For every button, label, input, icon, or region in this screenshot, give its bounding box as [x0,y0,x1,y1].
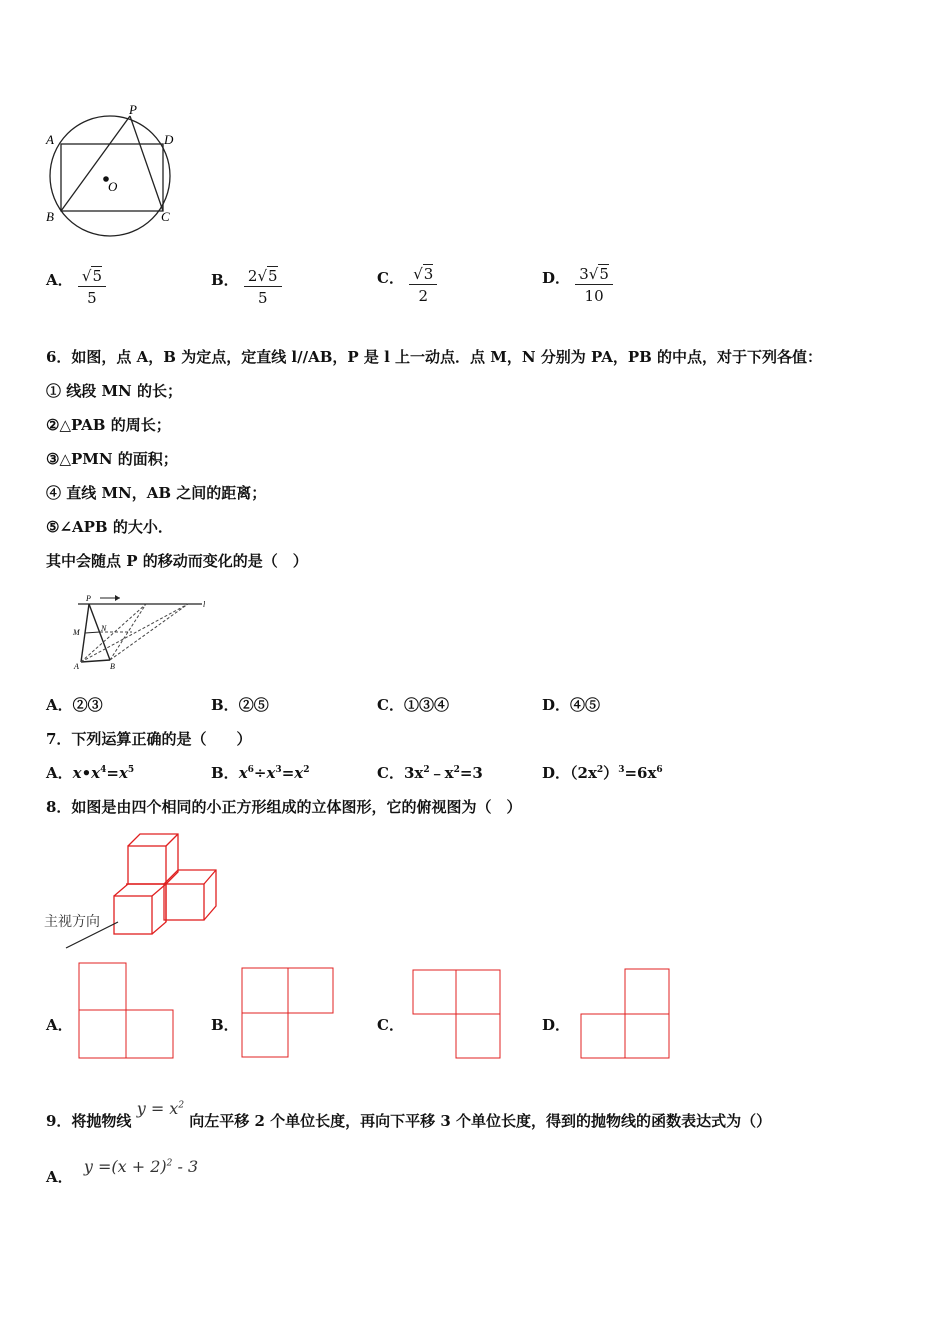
q5-option-b[interactable] [211,266,282,307]
q9-stem-before: 9．将抛物线 [46,1112,132,1130]
option-fraction: $\frac{√5}{5}$ [78,266,106,307]
q6-item-1: ① 线段 MN 的长； [46,382,182,400]
q8-option-c-figure[interactable] [412,969,502,1060]
q5-option-a[interactable] [46,266,106,307]
q8-option-d-label[interactable]: D． [542,1016,571,1034]
q6-option-d[interactable]: D．④⑤ [542,696,601,714]
q5-label-o: O [108,179,118,194]
q9-stem-after: 向左平移 2 个单位长度，再向下平移 3 个单位长度，得到的抛物线的函数表达式为（） [189,1112,772,1130]
option-fraction: $\frac{3√5}{10}$ [575,264,613,305]
q8-option-a-label[interactable]: A． [46,1016,73,1034]
q6-stem: 6．如图，点 A，B 为定点，定直线 l//AB，P 是 l 上一动点．点 M，N 分别为 PA，PB 的中点，对于下列各值： [46,348,823,366]
q5-label-d: D [164,132,174,147]
q7-option-a[interactable]: A．$x•x^4=x^5$ [46,764,135,782]
q9-formula: $y = x^2$ [136,1099,185,1118]
option-letter: D． [542,268,571,287]
option-fraction: $\frac{√3}{2}$ [409,264,437,305]
q6-item-5: ⑤∠APB 的大小． [46,518,173,536]
option-letter: C． [377,268,404,287]
q8-option-b-label[interactable]: B． [211,1016,239,1034]
q6-label-a: A [74,662,79,671]
q5-label-b: B [46,209,54,224]
q8-stem: 8．如图是由四个相同的小正方形组成的立体图形，它的俯视图为（ ） [46,798,522,816]
q5-figure [42,104,182,244]
q8-direction-label: 主视方向 [44,915,100,930]
q8-option-a-figure[interactable] [78,962,178,1060]
q5-label-p: P [129,104,137,117]
option-fraction: $\frac{2√5}{5}$ [244,266,282,307]
option-letter: B． [211,270,239,289]
q6-item-4: ④ 直线 MN，AB 之间的距离； [46,484,267,502]
q6-label-m: M [73,628,80,637]
q7-stem: 7．下列运算正确的是（ ） [46,730,252,748]
option-letter: A． [46,270,73,289]
q8-option-b-figure[interactable] [241,967,335,1059]
q6-label-b: B [110,662,115,671]
q6-option-b[interactable]: B．②⑤ [211,696,269,714]
q6-label-p: P [86,594,91,603]
q7-option-b[interactable]: B．$x^6\div x^3=x^2$ [211,764,310,782]
q8-option-d-figure[interactable] [580,968,672,1060]
q6-figure [70,590,210,672]
q5-option-d[interactable] [542,264,613,305]
q5-label-c: C [161,209,170,224]
q6-label-l: l [203,600,206,609]
option-letter: A． [46,1168,73,1186]
q8-solid-figure [40,830,230,970]
q7-option-c[interactable]: C．$3x^2﹣x^2=3$ [377,764,483,782]
q6-item-3: ③△PMN 的面积； [46,450,178,468]
q6-label-n: N [101,624,107,633]
q7-option-d[interactable]: D．$(2x^2)^3=6x^6$ [542,764,663,782]
q5-option-c[interactable] [377,264,437,305]
q9-stem [46,1098,772,1130]
q6-option-c[interactable]: C．①③④ [377,696,449,714]
q9-option-a[interactable] [46,1156,199,1186]
q9-option-a-formula: $y =(x + 2)^2 - 3$ [83,1157,199,1176]
q6-item-2: ②△PAB 的周长； [46,416,171,434]
q6-option-a[interactable]: A．②③ [46,696,103,714]
q5-label-a: A [46,132,54,147]
q6-question: 其中会随点 P 的移动而变化的是（ ） [46,552,308,570]
q8-option-c-label[interactable]: C． [377,1016,404,1034]
